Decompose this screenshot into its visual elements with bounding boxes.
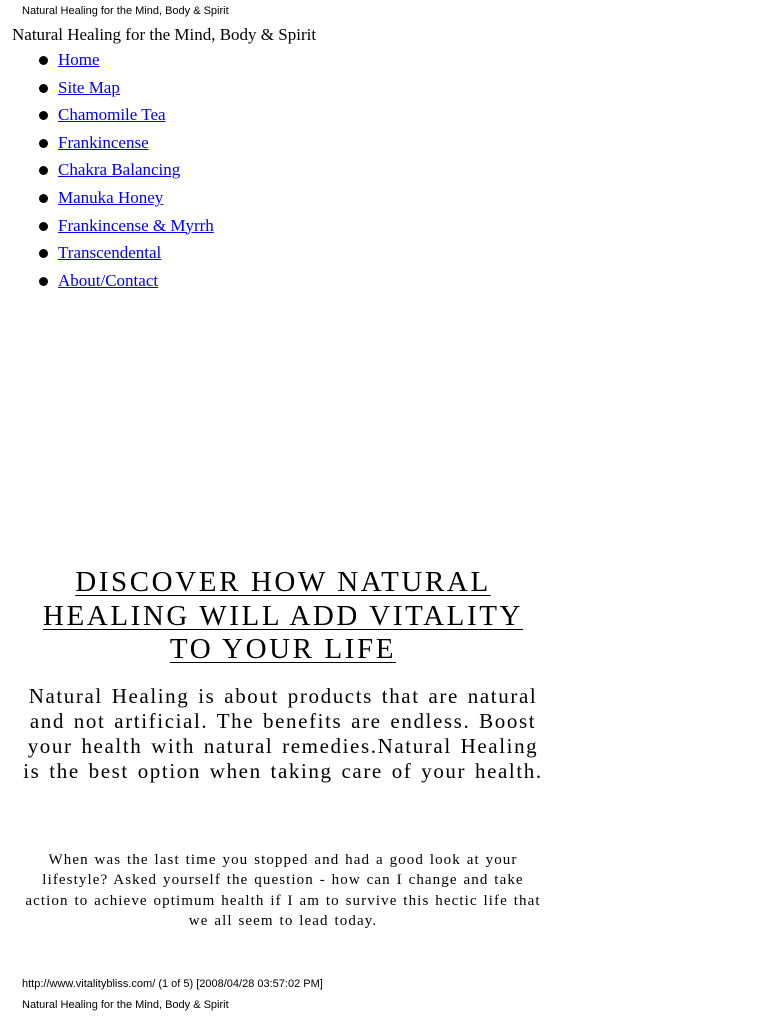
nav-item-site-map: [0, 76, 214, 104]
bullet-icon: [39, 249, 48, 258]
nav-link-chakra-balancing[interactable]: Chakra Balancing: [58, 160, 181, 180]
intro-paragraph: Natural Healing is about products that are natural and not artificial. The benefits are endless. Boost your health with natural remedies.Natural Healing is the best option when taking care of your health.: [23, 684, 543, 783]
main-headline: [22, 566, 544, 667]
print-footer-title: Natural Healing for the Mind, Body & Spirit: [22, 999, 229, 1011]
nav-item-manuka-honey: [0, 186, 214, 214]
headline-line-1: DISCOVER HOW NATURAL: [75, 566, 491, 598]
nav-link-manuka-honey[interactable]: Manuka Honey: [58, 187, 164, 207]
site-title: Natural Healing for the Mind, Body & Spirit: [12, 25, 317, 44]
body-paragraph: When was the last time you stopped and had a good look at your lifestyle? Asked yourself the question - how can I change and take action to achieve optimum health if I am to survive this hectic life that we all seem to lead today.: [25, 852, 541, 929]
bullet-icon: [39, 111, 48, 120]
headline-line-3: TO YOUR LIFE: [169, 633, 397, 665]
print-header-title: Natural Healing for the Mind, Body & Spirit: [22, 5, 229, 17]
headline-line-2: HEALING WILL ADD VITALITY: [42, 599, 524, 632]
nav-item-transcendental: [0, 241, 214, 269]
nav-link-site-map[interactable]: Site Map: [58, 77, 120, 97]
bullet-icon: [39, 222, 48, 231]
bullet-icon: [39, 56, 48, 65]
nav-item-chamomile-tea: [0, 103, 214, 131]
nav-link-home[interactable]: Home: [58, 50, 100, 69]
nav-link-about-contact[interactable]: About/Contact: [58, 270, 159, 290]
nav-item-home: [0, 48, 214, 76]
bullet-icon: [39, 84, 48, 93]
nav-link-frankincense-myrrh[interactable]: Frankincense & Myrrh: [58, 215, 214, 235]
bullet-icon: [39, 166, 48, 175]
nav-item-chakra-balancing: [0, 158, 214, 186]
print-footer-url: http://www.vitalitybliss.com/ (1 of 5) [2008/04/28 03:57:02 PM]: [22, 978, 323, 990]
nav-link-chamomile-tea[interactable]: Chamomile Tea: [58, 105, 166, 125]
nav-link-transcendental[interactable]: Transcendental: [58, 243, 162, 263]
nav-link-frankincense[interactable]: Frankincense: [58, 132, 149, 152]
nav-item-about-contact: [0, 269, 214, 297]
bullet-icon: [39, 139, 48, 148]
nav-menu: [0, 48, 214, 296]
bullet-icon: [39, 277, 48, 286]
nav-item-frankincense: [0, 131, 214, 159]
bullet-icon: [39, 194, 48, 203]
nav-item-frankincense-myrrh: [0, 214, 214, 242]
